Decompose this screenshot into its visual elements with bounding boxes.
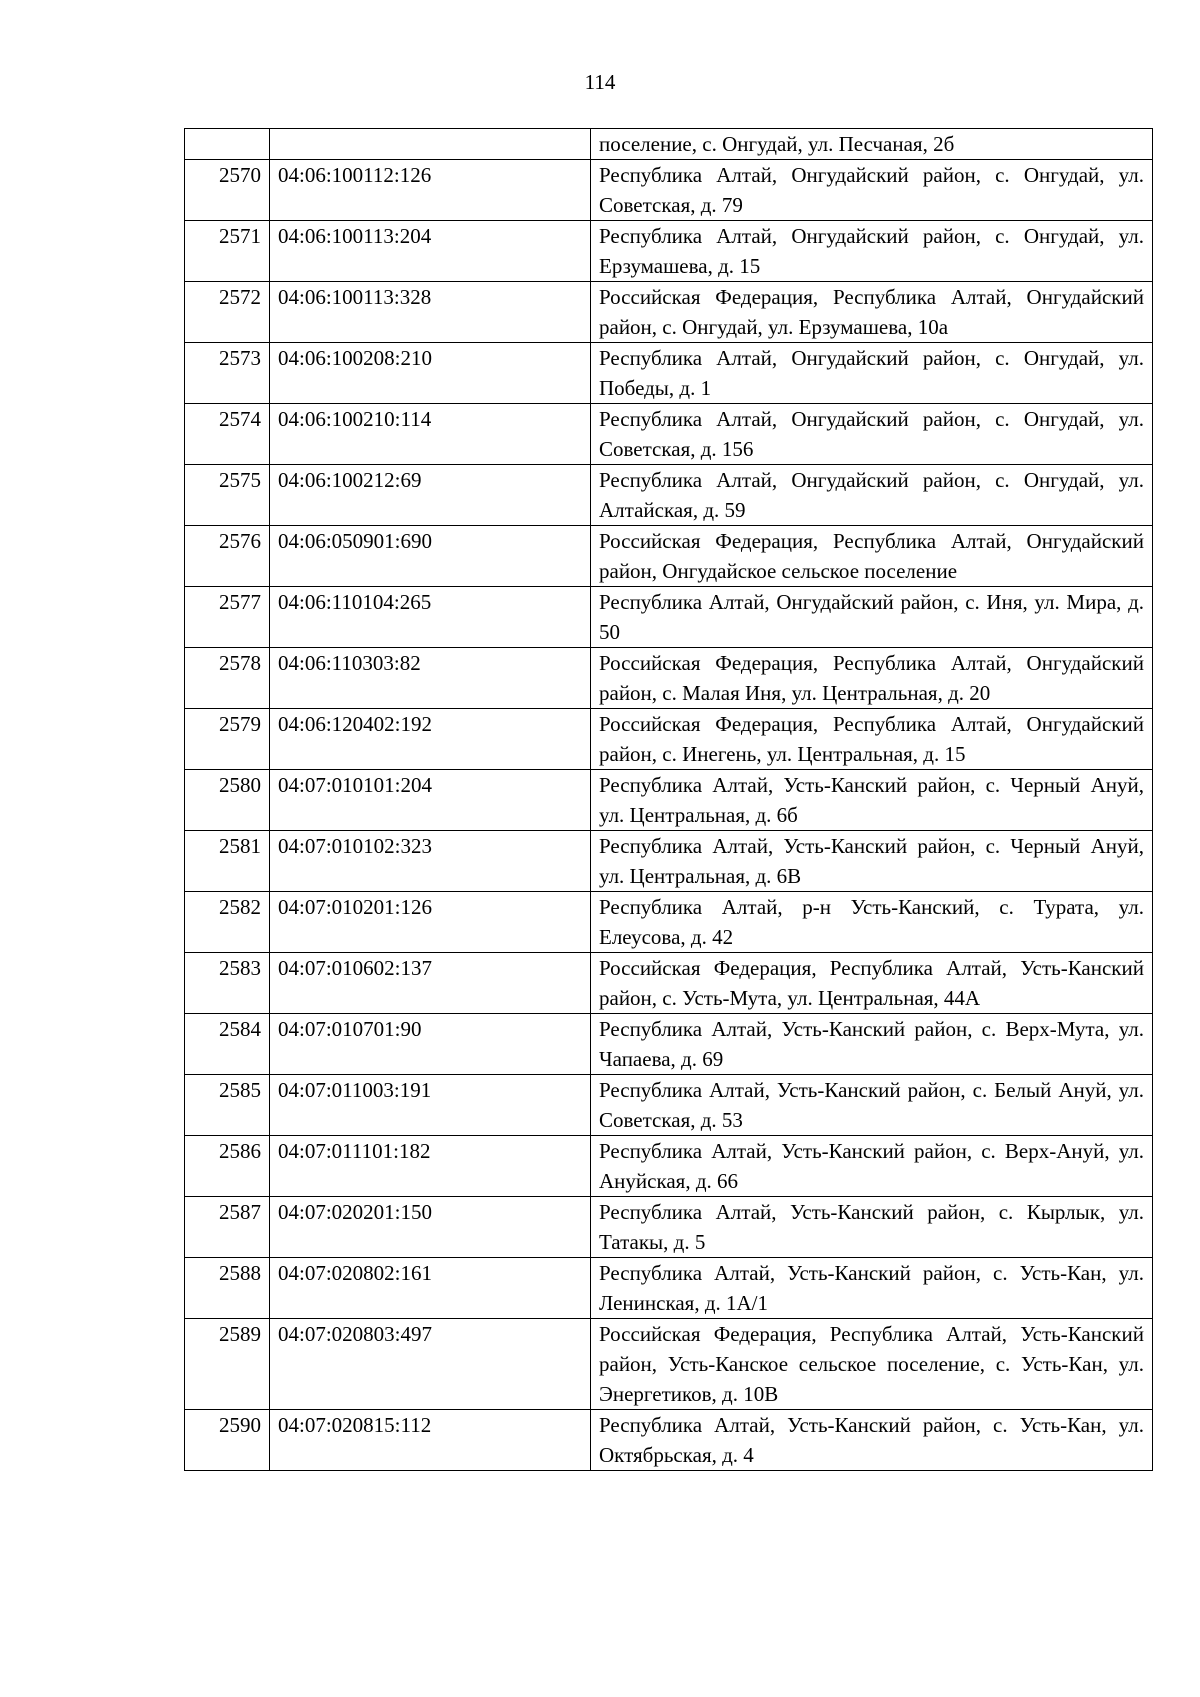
cadastral-number: 04:06:100112:126 [270, 160, 591, 221]
row-number: 2586 [185, 1136, 270, 1197]
row-number: 2572 [185, 282, 270, 343]
address: Российская Федерация, Республика Алтай, Усть-Канский район, Усть-Канское сельское поселение, с. Усть-Кан, ул. Энергетиков, д. 10В [591, 1319, 1153, 1410]
cadastral-number: 04:07:020802:161 [270, 1258, 591, 1319]
table-row [185, 1197, 1153, 1258]
address: Республика Алтай, Онгудайский район, с. Онгудай, ул. Советская, д. 156 [591, 404, 1153, 465]
row-number: 2581 [185, 831, 270, 892]
address: Республика Алтай, Усть-Канский район, с. Черный Ануй, ул. Центральная, д. 6В [591, 831, 1153, 892]
row-number: 2587 [185, 1197, 270, 1258]
address: Республика Алтай, Усть-Канский район, с. Белый Ануй, ул. Советская, д. 53 [591, 1075, 1153, 1136]
table-row [185, 465, 1153, 526]
table-row [185, 1410, 1153, 1471]
row-number: 2573 [185, 343, 270, 404]
table-row [185, 1258, 1153, 1319]
cadastral-number [270, 129, 591, 160]
row-number: 2579 [185, 709, 270, 770]
row-number: 2582 [185, 892, 270, 953]
table-row [185, 770, 1153, 831]
row-number: 2576 [185, 526, 270, 587]
cadastral-number: 04:07:010701:90 [270, 1014, 591, 1075]
cadastral-number: 04:07:020815:112 [270, 1410, 591, 1471]
address: Республика Алтай, Онгудайский район, с. Онгудай, ул. Советская, д. 79 [591, 160, 1153, 221]
row-number: 2571 [185, 221, 270, 282]
table-row [185, 282, 1153, 343]
address: Республика Алтай, Онгудайский район, с. Онгудай, ул. Алтайская, д. 59 [591, 465, 1153, 526]
continuation-row [185, 129, 1153, 160]
row-number: 2575 [185, 465, 270, 526]
address: поселение, с. Онгудай, ул. Песчаная, 2б [591, 129, 1153, 160]
cadastral-number: 04:07:010102:323 [270, 831, 591, 892]
page-number: 114 [584, 70, 616, 94]
registry-table [184, 128, 1153, 1471]
cadastral-number: 04:06:100212:69 [270, 465, 591, 526]
row-number [185, 129, 270, 160]
cadastral-number: 04:07:011003:191 [270, 1075, 591, 1136]
cadastral-number: 04:06:100113:328 [270, 282, 591, 343]
address: Российская Федерация, Республика Алтай, Онгудайский район, Онгудайское сельское поселение [591, 526, 1153, 587]
cadastral-number: 04:06:100113:204 [270, 221, 591, 282]
address: Российская Федерация, Республика Алтай, Онгудайский район, с. Малая Иня, ул. Центральная, д. 20 [591, 648, 1153, 709]
row-number: 2585 [185, 1075, 270, 1136]
address: Республика Алтай, Онгудайский район, с. Онгудай, ул. Ерзумашева, д. 15 [591, 221, 1153, 282]
cadastral-number: 04:07:010201:126 [270, 892, 591, 953]
table-row [185, 709, 1153, 770]
address: Российская Федерация, Республика Алтай, Усть-Канский район, с. Усть-Мута, ул. Центральная, 44А [591, 953, 1153, 1014]
table-row [185, 221, 1153, 282]
table-row [185, 526, 1153, 587]
address: Республика Алтай, Усть-Канский район, с. Верх-Ануй, ул. Ануйская, д. 66 [591, 1136, 1153, 1197]
table-row [185, 953, 1153, 1014]
address: Российская Федерация, Республика Алтай, Онгудайский район, с. Онгудай, ул. Ерзумашева, 10а [591, 282, 1153, 343]
table-row [185, 1136, 1153, 1197]
cadastral-number: 04:07:011101:182 [270, 1136, 591, 1197]
table-row [185, 1319, 1153, 1410]
address: Республика Алтай, Усть-Канский район, с. Кырлык, ул. Татакы, д. 5 [591, 1197, 1153, 1258]
table-row [185, 1075, 1153, 1136]
table-row [185, 404, 1153, 465]
cadastral-number: 04:07:020803:497 [270, 1319, 591, 1410]
address: Республика Алтай, Онгудайский район, с. Иня, ул. Мира, д. 50 [591, 587, 1153, 648]
table-row [185, 587, 1153, 648]
address: Республика Алтай, Усть-Канский район, с. Верх-Мута, ул. Чапаева, д. 69 [591, 1014, 1153, 1075]
row-number: 2570 [185, 160, 270, 221]
table-row [185, 831, 1153, 892]
row-number: 2584 [185, 1014, 270, 1075]
cadastral-number: 04:07:010101:204 [270, 770, 591, 831]
address: Республика Алтай, Онгудайский район, с. Онгудай, ул. Победы, д. 1 [591, 343, 1153, 404]
cadastral-number: 04:06:120402:192 [270, 709, 591, 770]
address: Республика Алтай, Усть-Канский район, с. Усть-Кан, ул. Октябрьская, д. 4 [591, 1410, 1153, 1471]
registry-table-body [185, 129, 1153, 1471]
address: Республика Алтай, Усть-Канский район, с. Усть-Кан, ул. Ленинская, д. 1А/1 [591, 1258, 1153, 1319]
table-row [185, 648, 1153, 709]
cadastral-number: 04:06:100210:114 [270, 404, 591, 465]
row-number: 2589 [185, 1319, 270, 1410]
cadastral-number: 04:06:110104:265 [270, 587, 591, 648]
row-number: 2577 [185, 587, 270, 648]
address: Республика Алтай, Усть-Канский район, с. Черный Ануй, ул. Центральная, д. 6б [591, 770, 1153, 831]
cadastral-number: 04:06:110303:82 [270, 648, 591, 709]
table-row [185, 1014, 1153, 1075]
cadastral-number: 04:07:010602:137 [270, 953, 591, 1014]
cadastral-number: 04:06:100208:210 [270, 343, 591, 404]
address: Российская Федерация, Республика Алтай, Онгудайский район, с. Инегень, ул. Центральная, д. 15 [591, 709, 1153, 770]
row-number: 2583 [185, 953, 270, 1014]
cadastral-number: 04:07:020201:150 [270, 1197, 591, 1258]
table-row [185, 892, 1153, 953]
row-number: 2574 [185, 404, 270, 465]
cadastral-number: 04:06:050901:690 [270, 526, 591, 587]
row-number: 2578 [185, 648, 270, 709]
table-row [185, 160, 1153, 221]
row-number: 2580 [185, 770, 270, 831]
row-number: 2588 [185, 1258, 270, 1319]
address: Республика Алтай, р-н Усть-Канский, с. Турата, ул. Елеусова, д. 42 [591, 892, 1153, 953]
row-number: 2590 [185, 1410, 270, 1471]
table-row [185, 343, 1153, 404]
